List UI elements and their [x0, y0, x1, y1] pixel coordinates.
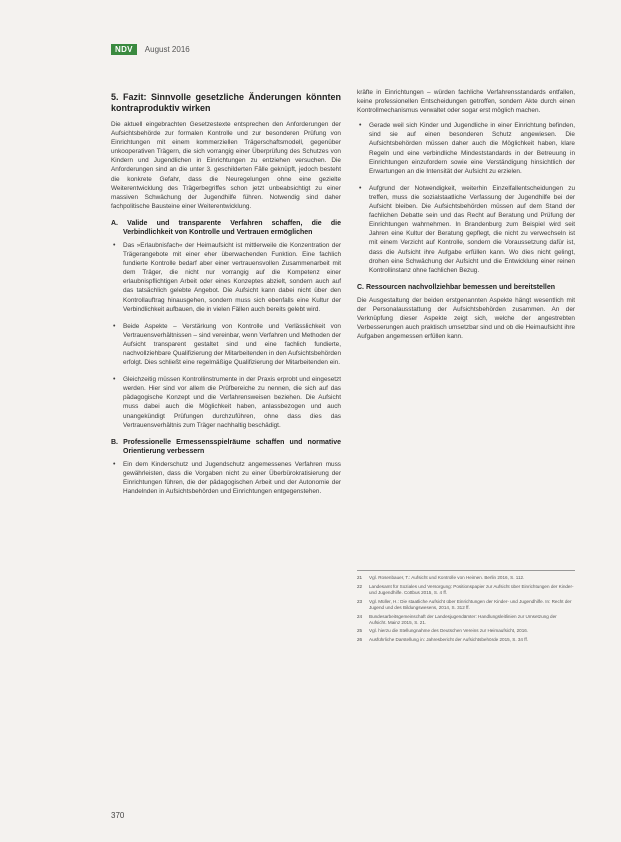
- footnote: [357, 614, 575, 626]
- bullet-list-b: [111, 460, 341, 496]
- subsection-c-title: C. Ressourcen nachvollziehbar bemessen und bereitstellen: [357, 283, 556, 291]
- footnote-text: Vgl. Müller, H.: Die staatliche Aufsicht über Einrichtungen der Kinder- und Jugendhilfe. In: Recht der Jugend und des Bildungswesens, 2014, S. 312 ff.: [369, 598, 572, 610]
- footnote: [357, 637, 575, 643]
- footnote: [357, 628, 575, 634]
- continued-paragraph: kräfte in Einrichtungen – würden fachliche Verfahrensstandards entfallen, keine professionellen Entscheidungen getroffen, sondern Akte durch einen Kontrollmechanismus verwaltet oder sogar erst möglich machen.: [357, 89, 575, 115]
- footnote-text: Landesamt für Soziales und Versorgung: Positionspapier zur Aufsicht über Einrichtungen der Kinder- und Jugendhilfe. Cottbus 2015, S. 4 ff.: [369, 583, 574, 595]
- footnote: [357, 584, 575, 596]
- section-title: 5. Fazit: Sinnvolle gesetzliche Änderungen könnten kontraproduktiv wirken: [111, 92, 341, 113]
- journal-badge: NDV: [111, 44, 137, 55]
- list-item: • Gerade weil sich Kinder und Jugendliche in einer Einrichtung befinden, sind sie auf einen besonderen Schutz angewiesen. Die Aufsichtsbehörden müssen daher auch die Möglichkeit haben, klare Regeln und eine verbindliche Mindeststandards in der Betreuung in Einrichtungen einzufordern sowie eine Verständigung hinsichtlich der Erwartungen an die Intensität der Aufsicht zu erzielen.: [357, 121, 575, 176]
- bullet-list-right: [357, 121, 575, 275]
- intro-paragraph: Die aktuell eingebrachten Gesetzestexte entsprechen den Anforderungen der Aufsichtsbehörde zur formalen Kontrolle und zur besonderen Prüfung von Einrichtungen mit einem kommerziellen Trägerschaftsmodell, gegenüber unkooperativen Trägern, die sich vorrangig einer Überprüfung des Schutzes von Kindern und Jugendlichen in Einrichtungen zu entziehen versuchen. Die Anforderungen sind an die unter 3. geschilderten Fälle geknüpft, jedoch besteht die konkrete Gefahr, dass die Neuregelungen ohne eine gezielte Weiterentwicklung des Trägerbegriffes schon jetzt unbeabsichtigt zu einer massiven Schwächung der Jugendhilfe führen. Notwendig sind daher fachpolitische Bausteine einer Weiterentwicklung.: [111, 121, 341, 210]
- footnote-text: Bundesarbeitsgemeinschaft der Landesjugendämter: Handlungsleitlinien zur Umsetzung der Aufsicht. Mainz 2015, S. 21.: [369, 613, 557, 625]
- footnote: [357, 599, 575, 611]
- list-item: • Das »Erlaubnisfach« der Heimaufsicht ist mittlerweile die Konzentration der Trägerangebote mit einer eher überwachenden Funktion. Eine fachlich fundierte Kontrolle bedarf aber einer vertrauensvollen Zusammenarbeit mit dem Träger, die nicht nur vorrangig auf die Kompetenz einer erlaubnispflichtigen Arbeit oder eines Konzeptes abzielt, sondern auch auf das tatsächlich gelebte Angebot. Die Aufsicht kann dabei nicht über den Kontrollauftrag hinausgehen, sondern muss sich ebenfalls eine Kultur der Verbindlichkeit aufbauen, die in vielen Fällen auch bereits gelebt wird.: [111, 241, 341, 314]
- list-item: • Ein dem Kinderschutz und Jugendschutz angemessenes Verfahren muss gewährleisten, dass die Vorgaben nicht zu einer Überbürokratisierung der Einrichtungen führen, die der pädagogischen Arbeit und der Autonomie der Handelnden in Aufsichtsbehörden und Einrichtungen entgegenstehen.: [111, 460, 341, 496]
- footnote-number: 22: [357, 583, 363, 589]
- page-header: [111, 44, 190, 55]
- footnote-text: Ausführliche Darstellung in: Jahresbericht der Aufsichtsbehörde 2015, S. 34 ff.: [369, 637, 529, 643]
- subsection-a-title: A. Valide und transparente Verfahren schaffen, die die Verbindlichkeit von Kontrolle und Vertrauen ermöglichen: [111, 219, 341, 236]
- list-item: • Aufgrund der Notwendigkeit, weiterhin Einzelfallentscheidungen zu treffen, muss die sozialstaatliche Verfassung der Jugendhilfe bei der Aufsicht bleiben. Die Aufsichtsbehörden müssen auf dem Stand der fachlichen Debatte sein und das Recht auf Beratung und Prüfung der Einrichtungen wahrnehmen. In Brandenburg zum Beispiel wird seit Jahren eine Kultur der Beratung gepflegt, die nicht zu verwechseln ist mit einem Verzicht auf Kontrolle, sondern die Voraussetzung dafür ist, dass die Aufsicht ihre Aufgabe erfüllen kann. Wo dies nicht gelingt, drohen eine Schwächung der Aufsicht und die Entwicklung einer reinen Kontrollinstanz ohne fachlichen Bezug.: [357, 184, 575, 275]
- footnote-number: 21: [357, 575, 363, 580]
- footnotes: [357, 570, 575, 646]
- footnote: [357, 575, 575, 581]
- footnote-number: 24: [357, 613, 363, 619]
- footnote-number: 25: [357, 628, 363, 634]
- subsection-b-title: B. Professionelle Ermessensspielräume schaffen und normative Orientierung verbessern: [111, 438, 341, 455]
- list-item: • Gleichzeitig müssen Kontrollinstrumente in der Praxis erprobt und eingesetzt werden. Hier sind vor allem die Prüfbereiche zu nennen, die sich auf das pädagogische Konzept und die Verfahrensweisen beziehen. Die Aufsicht muss dabei auch die Möglichkeit haben, anlassbezogen und auch unangekündigt Prüfungen durchzuführen, ohne dass dies das Vertrauensverhältnis zum Träger nachhaltig beschädigt.: [111, 375, 341, 430]
- list-item: • Beide Aspekte – Verstärkung von Kontrolle und Verlässlichkeit von Vertrauensverhältnissen – sind vereinbar, wenn Verfahren und Methoden der Aufsicht transparent gestaltet sind und eine fachlich fundierte, nachvollziehbare Qualifizierung der Mitarbeitenden in den Aufsichtsbehörden erfolgt. Dies schließt eine regelmäßige Qualifizierung der Mitarbeitenden ein.: [111, 322, 341, 367]
- left-column: [111, 92, 341, 504]
- right-column: [357, 88, 575, 347]
- footnote-number: 23: [357, 598, 363, 604]
- subsection-c-text: Die Ausgestaltung der beiden erstgenannten Aspekte hängt wesentlich mit der Personalausstattung der Aufsichtsbehörden zusammen. An der Verknüpfung dieser Aspekte zeigt sich, welche der angestrebten Verbesserungen auch praktisch umsetzbar sind und ob die Heimaufsicht ihre Aufgaben angemessen erfüllen kann.: [357, 296, 575, 341]
- page-number: 370: [111, 811, 125, 820]
- footnote-text: Vgl. Rosenbauer, T.: Aufsicht und Kontrolle von Heimen. Berlin 2016, S. 112.: [369, 575, 525, 580]
- footnote-number: 26: [357, 637, 363, 643]
- bullet-list-a: [111, 241, 341, 430]
- footnote-text: Vgl. hierzu die Stellungnahme des Deutschen Vereins zur Heimaufsicht, 2016.: [369, 628, 529, 634]
- issue-date: August 2016: [144, 45, 190, 54]
